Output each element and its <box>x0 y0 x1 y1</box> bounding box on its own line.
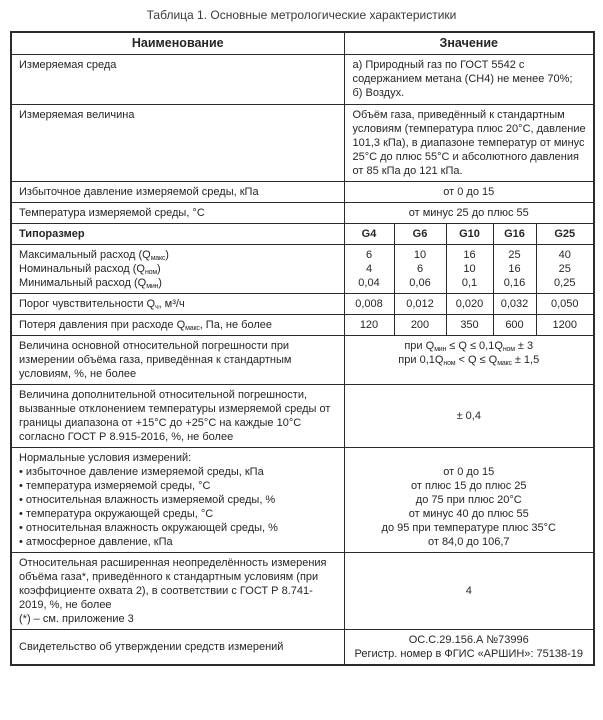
row-typesize <box>11 224 594 245</box>
flow-values-g16: 25 16 0,16 <box>493 245 536 294</box>
pressure-loss-g25: 1200 <box>536 315 594 336</box>
pressure-loss-g10: 350 <box>446 315 493 336</box>
normal-conditions-label: Нормальные условия измерений: • избыточное давление измеряемой среды, кПа • температура измеряемой среды, °С • относительная влажность измеряемой среды, % • температура окружающей среды, °С • относительная влажность окружающей среды, % • атмосферное давление, кПа <box>11 448 344 553</box>
flow-rates-label <box>11 245 344 294</box>
pressure-loss-label: Потеря давления при расходе $Q_{макс}$, Па, не более <box>11 315 344 336</box>
overpressure-label: Избыточное давление измеряемой среды, кПа <box>11 182 344 203</box>
certificate-label: Свидетельство об утверждении средств измерений <box>11 630 344 666</box>
basic-error-label: Величина основной относительной погрешности при измерении объёма газа, приведённая к стандартным условиям, %, не более <box>11 336 344 385</box>
typesize-g25: G25 <box>536 224 594 245</box>
additional-error-value: ± 0,4 <box>344 385 594 448</box>
flow-min-line: Минимальный расход $(Q_{мин})$ <box>19 277 162 290</box>
header-name-cell: Наименование <box>11 32 344 55</box>
row-measured-quantity <box>11 105 594 182</box>
typesize-label: Типоразмер <box>11 224 344 245</box>
measured-medium-label: Измеряемая среда <box>11 55 344 105</box>
typesize-g6: G6 <box>394 224 446 245</box>
certificate-value: ОС.С.29.156.А №73996 Регистр. номер в ФГИС «АРШИН»: 75138-19 <box>344 630 594 666</box>
uncertainty-label: Относительная расширенная неопределённость измерения объёма газа*, приведённого к стандартным условиям (при коэффициенте охвата 2), в соответствии с ГОСТ Р 8.741-2019, %, не более (*) – см. приложение 3 <box>11 553 344 630</box>
threshold-g25: 0,050 <box>536 294 594 315</box>
flow-nom-line: Номинальный расход $(Q_{ном})$ <box>19 263 161 276</box>
typesize-g10: G10 <box>446 224 493 245</box>
flow-values-g4: 6 4 0,04 <box>344 245 394 294</box>
flow-max-line: Максимальный расход $(Q_{макс})$ <box>19 249 169 262</box>
row-expanded-uncertainty <box>11 553 594 630</box>
row-additional-error <box>11 385 594 448</box>
threshold-g16: 0,032 <box>493 294 536 315</box>
row-overpressure <box>11 182 594 203</box>
row-basic-error <box>11 336 594 385</box>
basic-error-formula-1: при $Q_{мин} \le Q \le 0,1Q_{ном} \pm 3$ <box>404 340 534 353</box>
threshold-g6: 0,012 <box>394 294 446 315</box>
threshold-g4: 0,008 <box>344 294 394 315</box>
medium-temperature-label: Температура измеряемой среды, °С <box>11 203 344 224</box>
pressure-loss-g6: 200 <box>394 315 446 336</box>
typesize-g16: G16 <box>493 224 536 245</box>
normal-conditions-value: от 0 до 15 от плюс 15 до плюс 25 до 75 при плюс 20°С от минус 40 до плюс 55 до 95 при температуре плюс 35°С от 84,0 до 106,7 <box>344 448 594 553</box>
table-header-row <box>11 32 594 55</box>
row-measured-medium <box>11 55 594 105</box>
threshold-g10: 0,020 <box>446 294 493 315</box>
measured-quantity-label: Измеряемая величина <box>11 105 344 182</box>
basic-error-formula-2: при $0,1Q_{ном} < Q \le Q_{макс} \pm 1,5$ <box>398 354 540 367</box>
pressure-loss-g4: 120 <box>344 315 394 336</box>
row-normal-conditions <box>11 448 594 553</box>
row-flow-rates <box>11 245 594 294</box>
pressure-loss-g16: 600 <box>493 315 536 336</box>
medium-temperature-value: от минус 25 до плюс 55 <box>344 203 594 224</box>
flow-values-g10: 16 10 0,1 <box>446 245 493 294</box>
flow-values-g25: 40 25 0,25 <box>536 245 594 294</box>
threshold-label: Порог чувствительности $Q_ч$, м³/ч <box>11 294 344 315</box>
row-sensitivity-threshold <box>11 294 594 315</box>
basic-error-value <box>344 336 594 385</box>
typesize-g4: G4 <box>344 224 394 245</box>
row-pressure-loss <box>11 315 594 336</box>
flow-values-g6: 10 6 0,06 <box>394 245 446 294</box>
uncertainty-value: 4 <box>344 553 594 630</box>
measured-medium-value: а) Природный газ по ГОСТ 5542 с содержанием метана (СН4) не менее 70%; б) Воздух. <box>344 55 594 105</box>
additional-error-label: Величина дополнительной относительной погрешности, вызванные отклонением температуры измеряемой среды от границы диапазона от +15°С до +25°С на каждые 10°С согласно ГОСТ Р 8.915-2016, %, не более <box>11 385 344 448</box>
row-medium-temperature <box>11 203 594 224</box>
measured-quantity-value: Объём газа, приведённый к стандартным условиям (температура плюс 20°С, давление 101,3 кПа), в диапазоне температур от минус 25°С до плюс 55°С и абсолютного давления от 85 кПа до 121 кПа. <box>344 105 594 182</box>
row-certificate <box>11 630 594 666</box>
header-value-cell: Значение <box>344 32 594 55</box>
metrology-table <box>10 31 595 666</box>
overpressure-value: от 0 до 15 <box>344 182 594 203</box>
table-title: Таблица 1. Основные метрологические характеристики <box>146 8 457 22</box>
